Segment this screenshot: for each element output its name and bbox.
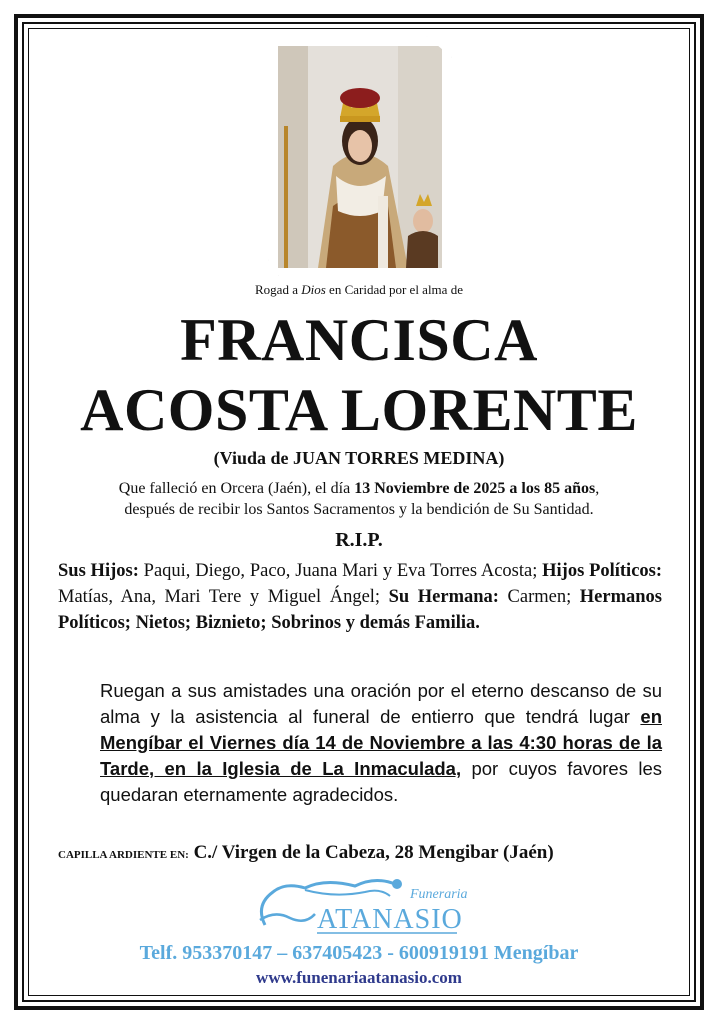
death-details: Que falleció en Orcera (Jaén), el día 13 Noviembre de 2025 a los 85 años, después de recibir los Santos Sacramentos y la bendición de Su Santidad. [118, 480, 600, 518]
svg-text:ATANASIO: ATANASIO [317, 904, 463, 935]
religious-photo-frame [268, 36, 452, 276]
death-date: 13 Noviembre de 2025 a los 85 años [354, 480, 596, 497]
caption-dios: Dios [301, 282, 326, 297]
phone-numbers: Telf. 953370147 – 637405423 - 600919191 Mengíbar [139, 942, 579, 964]
family-rest: Hermanos Políticos; Nietos; Biznieto; Sobrinos y demás Familia. [58, 587, 663, 633]
website-link[interactable]: www.funenariaatanasio.com [256, 968, 462, 987]
deceased-first-name: FRANCISCA [180, 307, 538, 373]
family-list: Sus Hijos: Paqui, Diego, Paco, Juana Mari y Eva Torres Acosta; Hijos Políticos: Matías, Ana, Mari Tere y Miguel Ángel; Su Hermana: Carmen; Hermanos Políticos; Nietos; Biznieto; Sobrinos y demás Familia. [58, 561, 663, 633]
svg-text:Funeraria: Funeraria [410, 887, 468, 902]
politicos-label: Hijos Políticos: [542, 561, 663, 581]
funeral-request: Ruegan a sus amistades una oración por el eterno descanso de su alma y la asistencia al funeral de entierro que tendrá lugar en Mengíbar el Viernes día 14 de Noviembre a las 4:30 horas de la Tarde, en la Iglesia de La Inmaculada, por cuyos favores les quedaran eternamente agradecidos. [100, 680, 662, 805]
widow-of: (Viuda de JUAN TORRES MEDINA) [213, 448, 505, 468]
funeral-location-time: en Mengíbar el Viernes día 14 de Noviembre a las 4:30 horas de la Tarde, en la Iglesia de La Inmaculada, [100, 706, 662, 779]
deceased-surnames: ACOSTA LORENTE [80, 377, 638, 443]
chapel-street: C./ Virgen de la Cabeza, 28 Mengibar (Jaén) [188, 842, 554, 863]
virgin-image [278, 46, 442, 268]
hermana-label: Su Hermana: [388, 587, 499, 607]
funeraria-logo [245, 870, 475, 940]
rip-heading: R.I.P. [335, 529, 383, 551]
prayer-caption: Rogad a Dios en Caridad por el alma de [255, 282, 463, 297]
chapel-label: CAPILLA ARDIENTE EN: [58, 849, 189, 861]
chapel-address [58, 842, 678, 864]
hijos-label: Sus Hijos: [58, 561, 139, 581]
